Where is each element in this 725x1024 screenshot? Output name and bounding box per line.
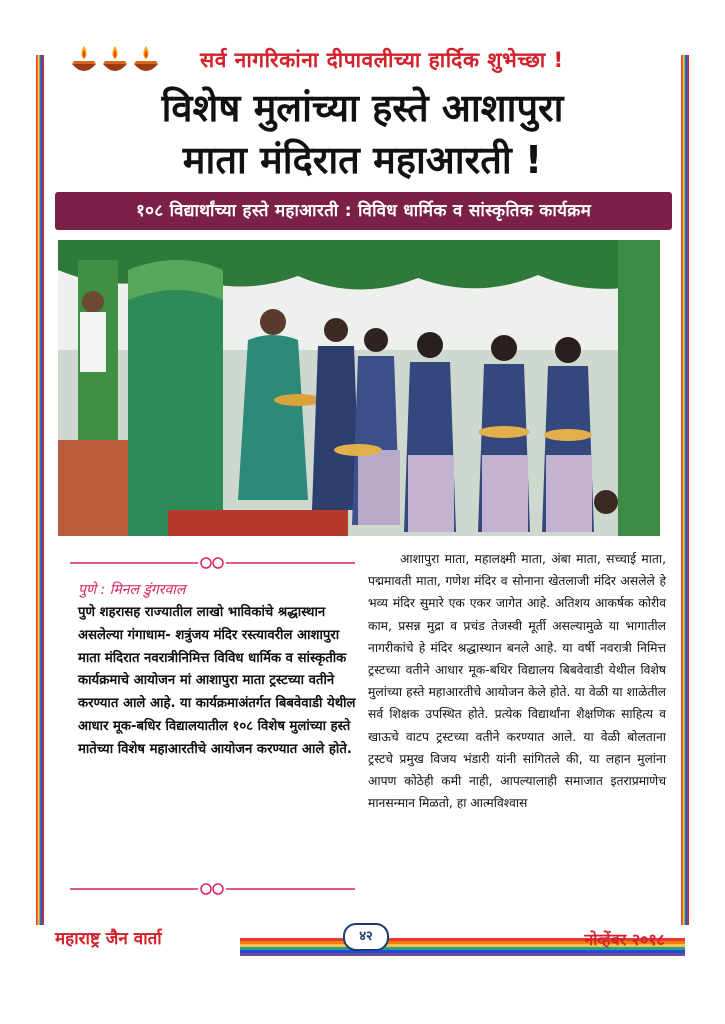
article-lead-paragraph: पुणे शहरासह राज्यातील लाखो भाविकांचे श्रद्धास्थान असलेल्या गंगाधाम- शत्रुंजय मंदिर रस्त्यावरील आशापुरा माता मंदिरात नवरात्रीनिमित्त विविध धार्मिक व सांस्कृतीक कार्यक्रमाचे आयोजन मां आशापुरा माता ट्रस्टच्या वतीने करण्यात आले आहे. या कार्यक्रमाअंतर्गत बिबवेवाडी येथील आधार मूक-बधिर विद्यालयातील १०८ विशेष मुलांच्या हस्ते मातेच्या विशेष महाआरतीचे आयोजन करण्यात आले होते. [78, 605, 356, 757]
subheadline-band: १०८ विद्यार्थांच्या हस्ते महाआरती : विविध धार्मिक व सांस्कृतिक कार्यक्रम [55, 192, 672, 230]
issue-date: नोव्हेंबर २०१८ [584, 930, 665, 949]
page-number: ४२ [343, 923, 389, 951]
article-byline: पुणे : मिनल डुंगरवाल [78, 582, 186, 598]
left-rainbow-border [36, 55, 44, 925]
diya-lamp-icon [70, 42, 160, 78]
diwali-greeting: सर्व नागरिकांना दीपावलीच्या हार्दिक शुभेच्छा ! [200, 48, 564, 72]
temple-aarti-photo [58, 240, 660, 536]
article-body-column: आशापुरा माता, महालक्ष्मी माता, अंबा माता, सच्चाई माता, पद्ममावती माता, गणेश मंदिर व सोनाना खेतलाजी मंदिर असलेले हे भव्य मंदिर सुमारे एक एकर जागेत आहे. अतिशय आकर्षक कोरीव काम, प्रसन्न मुद्रा व प्रचंड तेजस्वी मूर्ती असल्यामुळे या भागातील नागरीकांचे हे मंदिर श्रद्धास्थान बनले आहे. या वर्षी नवरात्री निमित्त ट्रस्टच्या वतीने आधार मूक-बधिर विद्यालय बिबवेवाडी येथील विशेष मुलांच्या हस्ते महाआरतीचे आयोजन केले होते. या वेळी या शाळेतील सर्व शिक्षक उपस्थित होते. प्रत्येक विद्यार्थांना शैक्षणिक साहित्य व खाऊचे वाटप ट्रस्टच्या वतीने करण्यात आले. या वेळी बोलताना ट्रस्टचे प्रमुख विजय भंडारी यांनी सांगितले की, या लहान मुलांना आपण कोठेही कमी नाही, आपल्यालाही समाजात इतराप्रमाणेच मानसन्मान मिळतो, हा आत्मविश्वास [368, 552, 666, 811]
page-headline [60, 82, 665, 186]
headline-line-2: माता मंदिरात महाआरती ! [182, 138, 543, 182]
double-ring-ornament-icon [70, 882, 355, 896]
double-ring-ornament-icon [70, 556, 355, 570]
headline-line-1: विशेष मुलांच्या हस्ते आशापुरा [161, 86, 564, 130]
right-rainbow-border [681, 55, 689, 925]
magazine-brand: महाराष्ट्र जैन वार्ता [55, 929, 162, 949]
